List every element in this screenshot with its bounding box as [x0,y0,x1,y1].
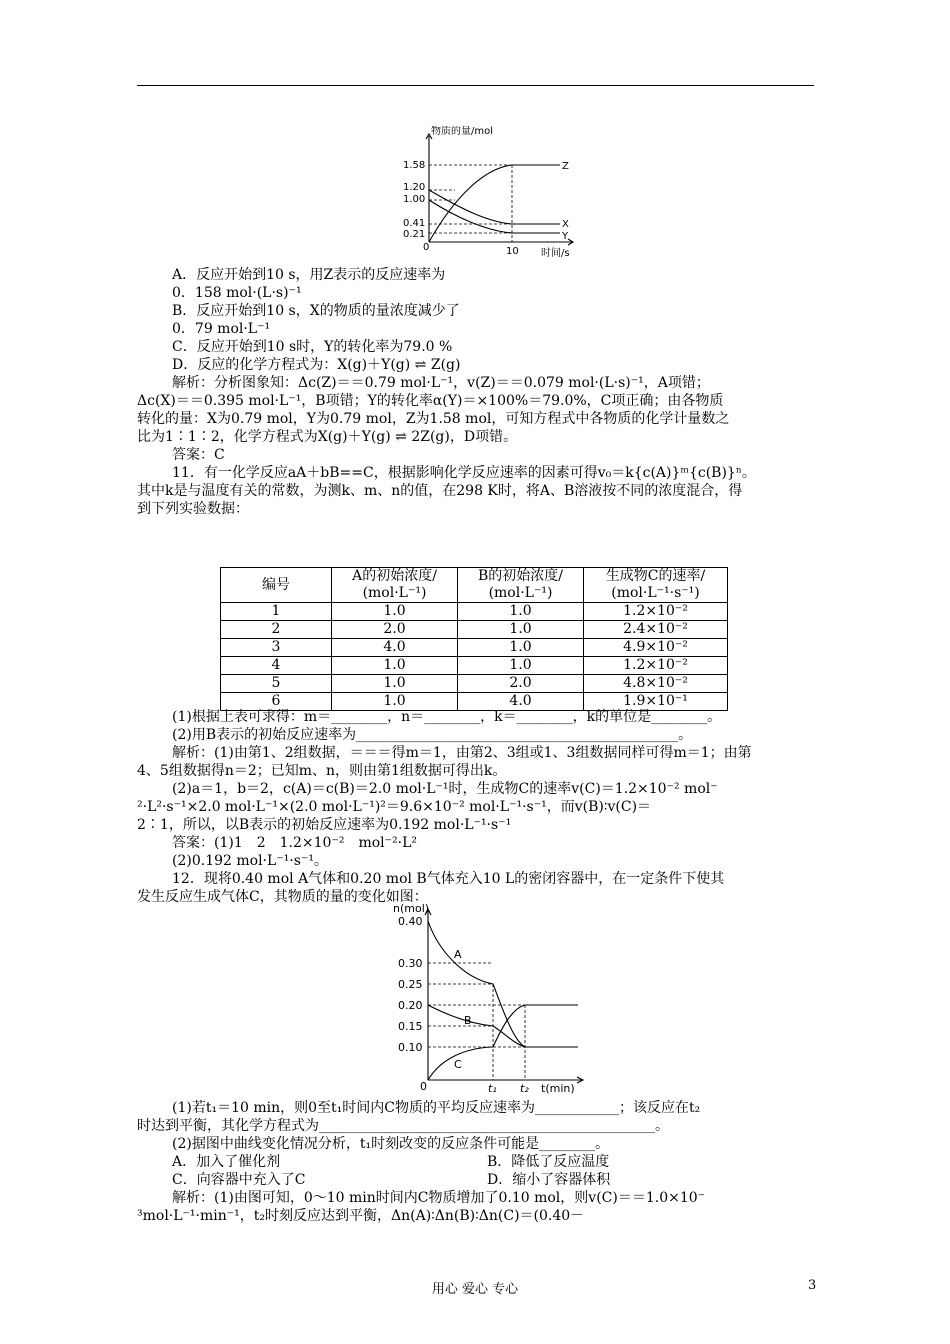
table-header-row [221,568,728,603]
q11-analysis2: 4、5组数据得n＝2；已知m、n，则由第1组数据可得出k。 [137,763,507,779]
page-number: 3 [808,1278,817,1293]
chart1-label-x: X [562,219,569,230]
q12-option-b: B．降低了反应温度 [487,1154,610,1170]
chart1-xtick-10: 10 [506,246,519,257]
q11-line1: 11．有一化学反应aA＋bB==C，根据影响化学反应速率的因素可得v₀＝k{c(A)}ᵐ{c(B)}ⁿ。 [172,465,756,481]
q12-option-a: A．加入了催化剂 [172,1154,281,1170]
q11-part1: (1)根据上表可求得：m＝________，n＝________，k＝________，k的单位是________。 [172,709,722,725]
page-footer: 用心 爱心 专心 [431,1282,519,1297]
chart1-ytick-041: 0.41 [403,218,426,229]
q11-analysis1: 解析：(1)由第1、2组数据，＝＝＝得m＝1，由第2、3组或1、3组数据同样可得m＝1；由第 [172,745,752,761]
chart2-xtick-t1: t₁ [488,1082,497,1094]
q11-answer2: (2)0.192 mol·L⁻¹·s⁻¹。 [172,853,328,869]
chart1-ytick-021: 0.21 [403,229,426,240]
option-b-line2: 0．79 mol·L⁻¹ [172,321,271,337]
option-a-line1: A．反应开始到10 s，用Z表示的反应速率为 [172,267,446,283]
chart2-ytick-025: 0.25 [398,978,423,991]
chart-2 [378,900,598,1094]
chart2-ytick-015: 0.15 [398,1020,423,1033]
chart1-ytick-158: 1.58 [403,160,426,171]
chart2-xlabel: t(min) [541,1082,575,1094]
q11-line2: 其中k是与温度有关的常数，为测k、m、n的值，在298 K时，将A、B溶液按不同的浓度混合，得 [137,483,743,499]
table-row: 6 1.0 4.0 1.9×10⁻¹ [221,693,728,711]
chart2-ytick-030: 0.30 [398,957,423,970]
experiment-table [220,567,728,711]
analysis-line2: Δc(X)＝＝0.395 mol·L⁻¹，B项错；Y的转化率α(Y)＝×100%＝79.0%，C项正确；由各物质 [137,393,724,409]
table-row: 2 2.0 1.0 2.4×10⁻² [221,621,728,639]
q12-option-c: C．向容器中充入了C [172,1172,306,1188]
chart2-origin: 0 [420,1080,427,1093]
chart2-xtick-t2: t₂ [520,1082,529,1094]
chart2-ytick-040: 0.40 [398,915,423,928]
q12-option-d: D．缩小了容器体积 [487,1172,611,1188]
chart1-ytick-100: 1.00 [403,194,426,205]
header-rule [137,85,814,86]
analysis-line4: 比为1∶1∶2，化学方程式为X(g)＋Y(g) ⇌ 2Z(g)，D项错。 [137,429,518,445]
chart2-label-c: C [454,1058,462,1071]
chart2-ytick-020: 0.20 [398,999,423,1012]
q11-part2: (2)用B表示的初始反应速率为______________________________________________。 [172,727,693,743]
table-row: 3 4.0 1.0 4.9×10⁻² [221,639,728,657]
q12-part1-line1: (1)若t₁＝10 min，则0至t₁时间内C物质的平均反应速率为____________；该反应在t₂ [172,1100,701,1116]
q11-analysis5: 2∶1，所以，以B表示的初始反应速率为0.192 mol·L⁻¹·s⁻¹ [137,817,512,833]
header-id: 编号 [221,568,332,603]
q11-analysis4: ²·L²·s⁻¹×2.0 mol·L⁻¹×(2.0 mol·L⁻¹)²＝9.6×10⁻² mol·L⁻¹·s⁻¹，而v(B)∶v(C)＝ [137,799,652,815]
table-row: 5 1.0 2.0 4.8×10⁻² [221,675,728,693]
q12-part1-line2: 时达到平衡，其化学方程式为________________________________________________。 [137,1118,669,1134]
chart1-ytick-120: 1.20 [403,182,426,193]
chart-1 [395,126,595,264]
chart2-label-a: A [454,948,462,961]
chart2-ytick-010: 0.10 [398,1041,423,1054]
option-d: D．反应的化学方程式为：X(g)＋Y(g) ⇌ Z(g) [172,357,461,373]
table-row: 1 1.0 1.0 1.2×10⁻² [221,603,728,621]
chart2-label-b: B [464,1014,472,1027]
analysis-line1: 解析：分析图象知：Δc(Z)＝＝0.79 mol·L⁻¹，v(Z)＝＝0.079 mol·(L·s)⁻¹，A项错； [172,375,710,391]
chart1-label-z: Z [562,161,569,172]
analysis-line3: 转化的量：X为0.79 mol，Y为0.79 mol，Z为1.58 mol，可知方程式中各物质的化学计量数之 [137,411,730,427]
chart1-xlabel: 时间/s [541,248,570,259]
option-b-line1: B．反应开始到10 s，X的物质的量浓度减少了 [172,303,460,319]
chart2-ylabel: n(mol) [393,902,430,915]
q11-analysis3: (2)a＝1，b＝2，c(A)＝c(B)＝2.0 mol·L⁻¹时，生成物C的速率v(C)＝1.2×10⁻² mol⁻ [172,781,718,797]
header-b-conc: B的初始浓度/ (mol·L⁻¹) [458,568,584,603]
q12-line2: 发生反应生成气体C，其物质的量的变化如图： [137,889,428,905]
q11-line3: 到下列实验数据： [137,501,249,517]
chart1-label-y: Y [562,231,569,242]
q11-answer1: 答案：(1)1 2 1.2×10⁻² mol⁻²·L² [172,835,417,851]
q12-analysis1: 解析：(1)由图可知，0～10 min时间内C物质增加了0.10 mol，则v(C)＝＝1.0×10⁻ [172,1190,706,1206]
chart1-origin: 0 [423,242,430,253]
q12-analysis2: ³mol·L⁻¹·min⁻¹，t₂时刻反应达到平衡，Δn(A)∶Δn(B)∶Δn(C)＝(0.40－ [137,1208,585,1224]
option-c: C．反应开始到10 s时，Y的转化率为79.0 % [172,339,453,355]
q12-line1: 12．现将0.40 mol A气体和0.20 mol B气体充入10 L的密闭容器中，在一定条件下使其 [172,871,725,887]
option-a-line2: 0．158 mol·(L·s)⁻¹ [172,285,302,301]
answer-10: 答案：C [172,447,225,463]
chart1-ylabel: 物质的量/mol [431,126,494,137]
table-row: 4 1.0 1.0 1.2×10⁻² [221,657,728,675]
q12-part2: (2)据图中曲线变化情况分析，t₁时刻改变的反应条件可能是________。 [172,1136,610,1152]
header-a-conc: A的初始浓度/ (mol·L⁻¹) [332,568,458,603]
header-c-rate: 生成物C的速率/ (mol·L⁻¹·s⁻¹) [584,568,728,603]
